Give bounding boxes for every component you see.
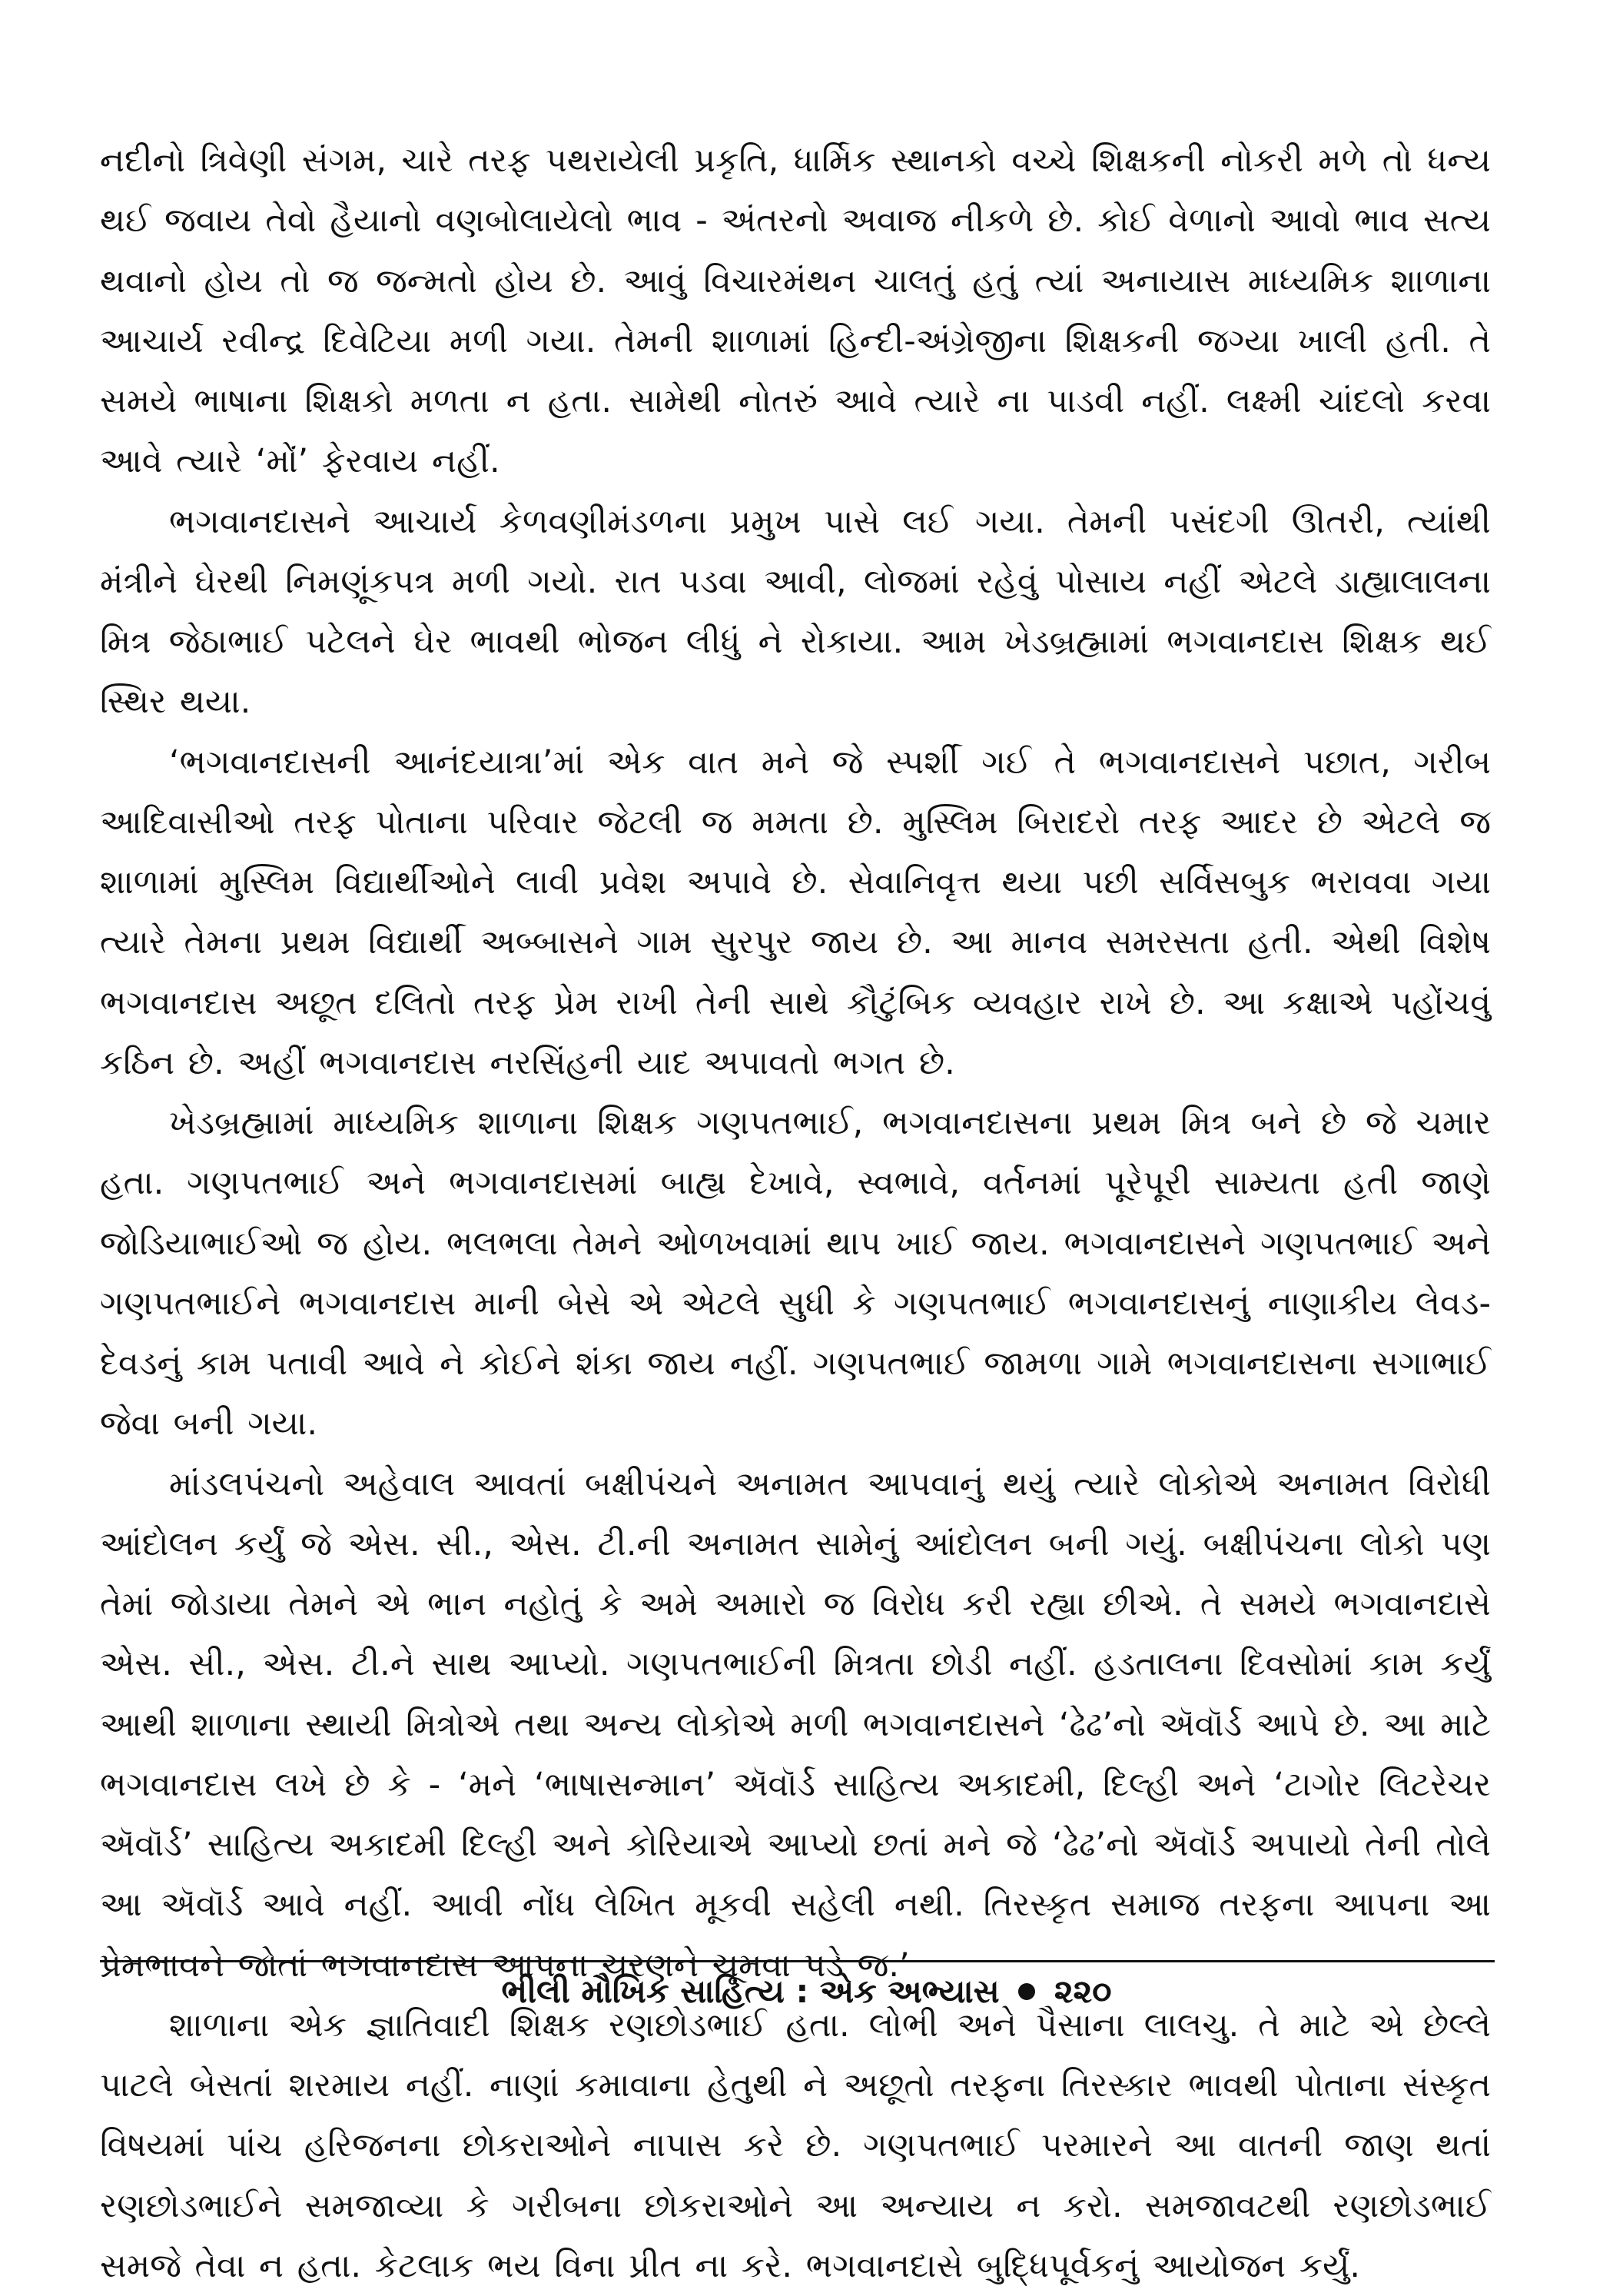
paragraph-6: શાળાના એક જ્ઞાતિવાદી શિક્ષક રણછોડભાઈ હતા. લોભી અને પૈસાના લાલચુ. તે માટે એ છેલ્લે પાટલે બેસતાં શરમાય નહીં. નાણાં કમાવાના હેતુથી ને અછૂતો તરફના તિરસ્કાર ભાવથી પોતાના સંસ્કૃત વિષયમાં પાંચ હરિજનના છોકરાઓને નાપાસ કરે છે. ગણપતભાઈ પરમારને આ વાતની જાણ થતાં રણછોડભાઈને સમજાવ્યા કે ગરીબના છોકરાઓને આ અન્યાય ન કરો. સમજાવટથી રણછોડભાઈ સમજે તેવા ન હતા. કેટલાક ભય વિના પ્રીત ના કરે. ભગવાનદાસે બુદ્ધિપૂર્વકનું આયોજન કર્યું.: [100, 2005, 1491, 2285]
paragraph-3: ‘ભગવાનદાસની આનંદયાત્રા’માં એક વાત મને જે સ્પર્શી ગઈ તે ભગવાનદાસને પછાત, ગરીબ આદિવાસીઓ તરફ પોતાના પરિવાર જેટલી જ મમતા છે. મુસ્લિમ બિરાદરો તરફ આદર છે એટલે જ શાળામાં મુસ્લિમ વિદ્યાર્થીઓને લાવી પ્રવેશ અપાવે છે. સેવાનિવૃત્ત થયા પછી સર્વિસબુક ભરાવવા ગયા ત્યારે તેમના પ્રથમ વિદ્યાર્થી અબ્બાસને ગામ સુરપુર જાય છે. આ માનવ સમરસતા હતી. એથી વિશેષ ભગવાનદાસ અછૂત દલિતો તરફ પ્રેમ રાખી તેની સાથે કૌટુંબિક વ્યવહાર રાખે છે. આ કક્ષાએ પહોંચવું કઠિન છે. અહીં ભગવાનદાસ નરસિંહની યાદ અપાવતો ભગત છે.: [100, 743, 1491, 1082]
page-footer: [0, 1969, 1613, 2015]
footer-page-number: ૨૨૦: [1054, 1972, 1112, 2010]
paragraph-4: ખેડબ્રહ્મામાં માધ્યમિક શાળાના શિક્ષક ગણપતભાઈ, ભગવાનદાસના પ્રથમ મિત્ર બને છે જે ચમાર હતા. ગણપતભાઈ અને ભગવાનદાસમાં બાહ્ય દેખાવે, સ્વભાવે, વર્તનમાં પૂરેપૂરી સામ્યતા હતી જાણે જોડિયાભાઈઓ જ હોય. ભલભલા તેમને ઓળખવામાં થાપ ખાઈ જાય. ભગવાનદાસને ગણપતભાઈ અને ગણપતભાઈને ભગવાનદાસ માની બેસે એ એટલે સુધી કે ગણપતભાઈ ભગવાનદાસનું નાણાકીય લેવડ-દેવડનું કામ પતાવી આવે ને કોઈને શંકા જાય નહીં. ગણપતભાઈ જામળા ગામે ભગવાનદાસના સગાભાઈ જેવા બની ગયા.: [100, 1104, 1491, 1444]
paragraph-5: માંડલપંચનો અહેવાલ આવતાં બક્ષીપંચને અનામત આપવાનું થયું ત્યારે લોકોએ અનામત વિરોધી આંદોલન કર્યું જે એસ. સી., એસ. ટી.ની અનામત સામેનું આંદોલન બની ગયું. બક્ષીપંચના લોકો પણ તેમાં જોડાયા તેમને એ ભાન નહોતું કે અમે અમારો જ વિરોધ કરી રહ્યા છીએ. તે સમયે ભગવાનદાસે એસ. સી., એસ. ટી.ને સાથ આપ્યો. ગણપતભાઈની મિત્રતા છોડી નહીં. હડતાલના દિવસોમાં કામ કર્યું આથી શાળાના સ્થાયી મિત્રોએ તથા અન્ય લોકોએ મળી ભગવાનદાસને ‘ઢેઢ’નો ઍવૉર્ડ આપે છે. આ માટે ભગવાનદાસ લખે છે કે - ‘મને ‘ભાષાસન્માન’ ઍવૉર્ડ સાહિત્ય અકાદમી, દિલ્હી અને ‘ટાગોર લિટરેચર ઍવૉર્ડ’ સાહિત્ય અકાદમી દિલ્હી અને કોરિયાએ આપ્યો છતાં મને જે ‘ઢેઢ’નો ઍવૉર્ડ અપાયો તેની તોલે આ ઍવૉર્ડ આવે નહીં. આવી નોંધ લેખિત મૂકવી સહેલી નથી. તિરસ્કૃત સમાજ તરફના આપના આ પ્રેમભાવને જોતાં ભગવાનદાસ આપના ચરણને ચૂમવા પડે જ.’: [100, 1464, 1491, 1985]
paragraph-1: નદીનો ત્રિવેણી સંગમ, ચારે તરફ પથરાયેલી પ્રકૃતિ, ધાર્મિક સ્થાનકો વચ્ચે શિક્ષકની નોકરી મળે તો ધન્ય થઈ જવાય તેવો હૈયાનો વણબોલાયેલો ભાવ - અંતરનો અવાજ નીકળે છે. કોઈ વેળાનો આવો ભાવ સત્ય થવાનો હોય તો જ જન્મતો હોય છે. આવું વિચારમંથન ચાલતું હતું ત્યાં અનાયાસ માધ્યમિક શાળાના આચાર્ય રવીન્દ્ર દિવેટિયા મળી ગયા. તેમની શાળામાં હિન્દી-અંગ્રેજીના શિક્ષકની જગ્યા ખાલી હતી. તે સમયે ભાષાના શિક્ષકો મળતા ન હતા. સામેથી નોતરું આવે ત્યારે ના પાડવી નહીં. લક્ષ્મી ચાંદલો કરવા આવે ત્યારે ‘મોં’ ફેરવાય નહીં.: [100, 141, 1491, 481]
footer-divider: [100, 1960, 1495, 1962]
footer-book-title: ભીલી મૌખિક સાહિત્ય : એક અભ્યાસ: [501, 1972, 1000, 2010]
paragraph-2: ભગવાનદાસને આચાર્ય કેળવણીમંડળના પ્રમુખ પાસે લઈ ગયા. તેમની પસંદગી ઊતરી, ત્યાંથી મંત્રીને ઘેરથી નિમણૂંકપત્ર મળી ગયો. રાત પડવા આવી, લોજમાં રહેવું પોસાય નહીં એટલે ડાહ્યાલાલના મિત્ર જેઠાભાઈ પટેલને ઘેર ભાવથી ભોજન લીધું ને રોકાયા. આમ ખેડબ્રહ્મામાં ભગવાનદાસ શિક્ષક થઈ સ્થિર થયા.: [100, 502, 1491, 722]
bullet-icon: [1018, 1983, 1035, 2000]
